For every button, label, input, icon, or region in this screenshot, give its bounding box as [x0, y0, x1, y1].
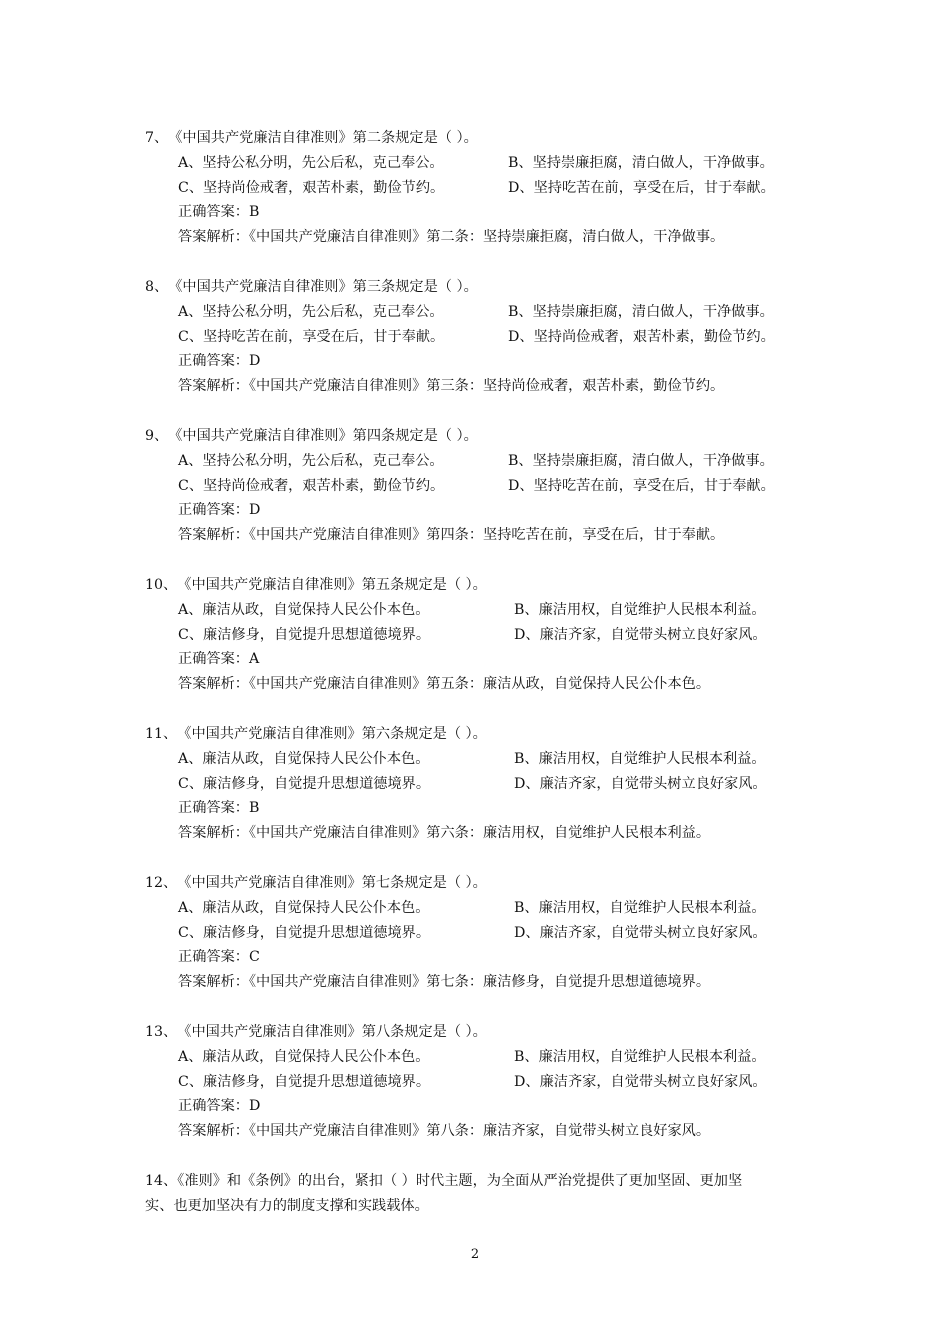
option-b: B、廉洁用权，自觉维护人民根本利益。	[514, 750, 766, 767]
option-b: B、坚持崇廉拒腐，清白做人，干净做事。	[508, 303, 774, 320]
question-stem	[145, 275, 815, 300]
correct-answer: 正确答案：D	[178, 1098, 261, 1115]
option-a: A、廉洁从政，自觉保持人民公仆本色。	[178, 601, 430, 618]
question-number: 12、	[145, 875, 178, 891]
question-13	[145, 1020, 815, 1144]
question-number: 7、	[145, 130, 169, 146]
question-14-line1: 14、《准则》和《条例》的出台，紧扣（ ）时代主题，为全面从严治党提供了更加坚固、更加坚	[145, 1173, 743, 1189]
option-a: A、廉洁从政，自觉保持人民公仆本色。	[178, 750, 430, 767]
options-row	[145, 1070, 815, 1095]
question-stem	[145, 1020, 815, 1045]
option-d: D、廉洁齐家，自觉带头树立良好家风。	[514, 626, 767, 643]
option-d: D、廉洁齐家，自觉带头树立良好家风。	[514, 775, 767, 792]
option-c: C、坚持尚俭戒奢，艰苦朴素，勤俭节约。	[178, 477, 445, 494]
question-stem	[145, 126, 815, 151]
options-row	[145, 300, 815, 325]
question-14-line2: 实、也更加坚决有力的制度支撑和实践载体。	[145, 1197, 429, 1214]
option-d: D、坚持吃苦在前，享受在后，甘于奉献。	[508, 179, 775, 196]
options-row	[145, 598, 815, 623]
question-12	[145, 871, 815, 995]
options-row	[145, 176, 815, 201]
options-row	[145, 747, 815, 772]
question-number: 8、	[145, 279, 169, 295]
correct-answer: 正确答案：B	[178, 204, 260, 221]
answer-analysis: 答案解析：《中国共产党廉洁自律准则》第七条：廉洁修身，自觉提升思想道德境界。	[178, 974, 711, 991]
question-stem	[145, 871, 815, 896]
option-a: A、廉洁从政，自觉保持人民公仆本色。	[178, 1048, 430, 1065]
options-row	[145, 325, 815, 350]
option-d: D、廉洁齐家，自觉带头树立良好家风。	[514, 1073, 767, 1090]
option-c: C、坚持吃苦在前，享受在后，甘于奉献。	[178, 328, 445, 345]
answer-analysis: 答案解析：《中国共产党廉洁自律准则》第四条：坚持吃苦在前，享受在后，甘于奉献。	[178, 527, 725, 544]
question-8	[145, 275, 815, 399]
option-b: B、廉洁用权，自觉维护人民根本利益。	[514, 1048, 766, 1065]
options-row	[145, 474, 815, 499]
question-11	[145, 722, 815, 846]
option-d: D、坚持吃苦在前，享受在后，甘于奉献。	[508, 477, 775, 494]
options-row	[145, 772, 815, 797]
option-b: B、廉洁用权，自觉维护人民根本利益。	[514, 899, 766, 916]
option-a: A、廉洁从政，自觉保持人民公仆本色。	[178, 899, 430, 916]
correct-answer: 正确答案：A	[178, 651, 260, 668]
question-number: 11、	[145, 726, 178, 742]
correct-answer: 正确答案：B	[178, 800, 260, 817]
options-row	[145, 1045, 815, 1070]
correct-answer: 正确答案：C	[178, 949, 260, 966]
question-7	[145, 126, 815, 250]
question-text: 《中国共产党廉洁自律准则》第四条规定是（ ）。	[168, 428, 478, 444]
option-a: A、坚持公私分明，先公后私，克己奉公。	[178, 303, 444, 320]
option-c: C、廉洁修身，自觉提升思想道德境界。	[178, 924, 431, 941]
question-text: 《中国共产党廉洁自律准则》第六条规定是（ ）。	[177, 726, 487, 742]
option-b: B、坚持崇廉拒腐，清白做人，干净做事。	[508, 452, 774, 469]
question-14	[145, 1169, 815, 1218]
answer-analysis: 答案解析：《中国共产党廉洁自律准则》第六条：廉洁用权，自觉维护人民根本利益。	[178, 825, 711, 842]
question-text: 《中国共产党廉洁自律准则》第三条规定是（ ）。	[168, 279, 478, 295]
answer-analysis: 答案解析：《中国共产党廉洁自律准则》第二条：坚持崇廉拒腐，清白做人，干净做事。	[178, 229, 725, 246]
option-c: C、坚持尚俭戒奢，艰苦朴素，勤俭节约。	[178, 179, 445, 196]
answer-analysis: 答案解析：《中国共产党廉洁自律准则》第三条：坚持尚俭戒奢，艰苦朴素，勤俭节约。	[178, 378, 725, 395]
option-c: C、廉洁修身，自觉提升思想道德境界。	[178, 626, 431, 643]
question-number: 13、	[145, 1024, 178, 1040]
question-stem	[145, 722, 815, 747]
options-row	[145, 151, 815, 176]
question-text: 《中国共产党廉洁自律准则》第七条规定是（ ）。	[177, 875, 487, 891]
question-9	[145, 424, 815, 548]
options-row	[145, 921, 815, 946]
page-number: 2	[470, 1247, 480, 1262]
question-stem	[145, 573, 815, 598]
question-stem	[145, 424, 815, 449]
question-text: 《中国共产党廉洁自律准则》第五条规定是（ ）。	[177, 577, 487, 593]
answer-analysis: 答案解析：《中国共产党廉洁自律准则》第八条：廉洁齐家，自觉带头树立良好家风。	[178, 1123, 711, 1140]
options-row	[145, 449, 815, 474]
question-number: 9、	[145, 428, 169, 444]
option-c: C、廉洁修身，自觉提升思想道德境界。	[178, 775, 431, 792]
option-d: D、坚持尚俭戒奢，艰苦朴素，勤俭节约。	[508, 328, 775, 345]
option-d: D、廉洁齐家，自觉带头树立良好家风。	[514, 924, 767, 941]
option-b: B、坚持崇廉拒腐，清白做人，干净做事。	[508, 154, 774, 171]
options-row	[145, 896, 815, 921]
question-text: 《中国共产党廉洁自律准则》第二条规定是（ ）。	[168, 130, 478, 146]
options-row	[145, 623, 815, 648]
question-10	[145, 573, 815, 697]
answer-analysis: 答案解析：《中国共产党廉洁自律准则》第五条：廉洁从政，自觉保持人民公仆本色。	[178, 676, 711, 693]
correct-answer: 正确答案：D	[178, 502, 261, 519]
option-b: B、廉洁用权，自觉维护人民根本利益。	[514, 601, 766, 618]
option-c: C、廉洁修身，自觉提升思想道德境界。	[178, 1073, 431, 1090]
question-number: 10、	[145, 577, 178, 593]
option-a: A、坚持公私分明，先公后私，克己奉公。	[178, 154, 444, 171]
question-text: 《中国共产党廉洁自律准则》第八条规定是（ ）。	[177, 1024, 487, 1040]
option-a: A、坚持公私分明，先公后私，克己奉公。	[178, 452, 444, 469]
correct-answer: 正确答案：D	[178, 353, 261, 370]
